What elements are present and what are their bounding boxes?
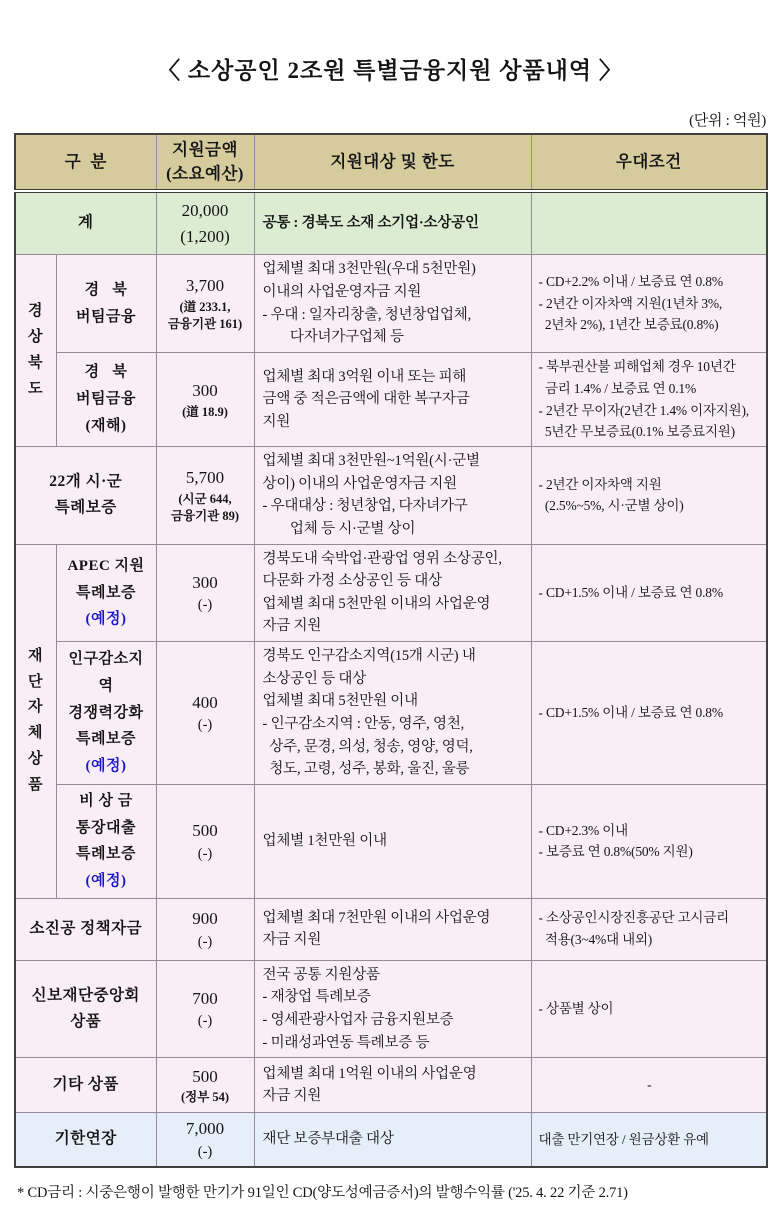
cell-text-line: 700 (192, 988, 218, 1008)
group-label-cell (15, 544, 56, 898)
cell-text-line: 재단 보증부대출 대상 (262, 1131, 394, 1148)
cell-text-line: (소요예산) (166, 163, 244, 183)
cell-text-line: 업체별 1천만원 이내 (262, 833, 387, 850)
cell-text-line: 300 (192, 572, 218, 592)
cell-text-line: 자금 지원 (262, 932, 322, 949)
benefit-condition-cell (531, 255, 767, 352)
cell-text-line: 금액 중 적은금액에 대한 복구자금 (262, 391, 470, 408)
cell-text-line: - (647, 1077, 652, 1093)
cell-text-line: - 인구감소지역 : 안동, 영주, 영천, (262, 716, 465, 733)
cell-text-line: 2년차 2%), 1년간 보증료(0.8%) (538, 317, 719, 333)
cell-text-line: 특례보증 (76, 731, 136, 748)
cell-text-line: (道 18.9) (182, 404, 228, 419)
table-row (15, 960, 767, 1057)
benefit-condition-cell (531, 544, 767, 641)
cell-text-line: (예정) (85, 611, 127, 628)
amount-cell (156, 255, 254, 352)
benefit-condition-cell (531, 1113, 767, 1167)
benefit-condition-cell (531, 898, 767, 960)
cell-text-line: (-) (197, 933, 213, 950)
cell-text-line: 특례보증 (54, 499, 117, 517)
cell-text-line: 인구감소지역 (68, 651, 144, 695)
cell-text-line: - 소상공인시장진흥공단 고시금리 (538, 910, 729, 926)
cell-text-line: 500 (192, 1066, 218, 1086)
cell-text-line: - 영세관광사업자 금융지원보증 (262, 1012, 454, 1029)
cell-text-line: 대출 만기연장 / 원금상환 유예 (538, 1131, 709, 1147)
cell-text-line: - 2년간 이자차액 지원 (538, 476, 662, 492)
cell-text-line: 특례보증 (76, 846, 136, 863)
cell-text-line: (1,200) (180, 226, 230, 246)
header-row (15, 134, 767, 191)
cell-text-line: 경북도 인구감소지역(15개 시군) 내 (262, 648, 476, 665)
amount-cell (156, 785, 254, 899)
cell-text-line: 업체별 최대 5천만원 이내 (262, 693, 418, 710)
cell-text-line: 금리 1.4% / 보증료 연 0.1% (538, 380, 696, 396)
column-header (156, 134, 254, 191)
cell-text-line: 신보재단중앙회 상품 (31, 986, 145, 1031)
product-name-cell (56, 544, 156, 641)
cell-text-line: - 미래성과연동 특례보증 등 (262, 1034, 430, 1051)
amount-cell (156, 544, 254, 641)
cell-text-line: 업체별 최대 3천만원(우대 5천만원) (262, 261, 476, 278)
cell-text-line: 경북도내 숙박업·관광업 영위 소상공인, (262, 550, 502, 567)
cell-text-line: (재해) (85, 417, 127, 434)
cell-text-line: 업체 등 시·군별 상이 (262, 521, 416, 538)
benefit-condition-cell (531, 1058, 767, 1113)
target-limit-cell (254, 898, 531, 960)
column-header (15, 134, 156, 191)
cell-text-line: 상이) 이내의 사업운영자금 지원 (262, 475, 457, 492)
category-cell (15, 960, 156, 1057)
target-limit-cell (254, 785, 531, 899)
column-header (254, 134, 531, 191)
cell-text-line: 900 (192, 909, 218, 929)
amount-cell (156, 447, 254, 544)
benefit-condition-cell (531, 352, 767, 446)
cell-text-line: 500 (192, 821, 218, 841)
table-row (15, 447, 767, 544)
table-row (15, 642, 767, 785)
cell-text-line: 경 북 (84, 364, 128, 381)
table-row (15, 1058, 767, 1113)
cell-text-line: 지원대상 및 한도 (330, 151, 455, 171)
cell-text-line: 지원 (262, 413, 291, 430)
cell-text-line: 기타 상품 (52, 1076, 119, 1094)
cell-text-line: 적용(3~4%대 내외) (538, 932, 653, 948)
cell-text-line: 7,000 (185, 1119, 225, 1139)
product-name-cell (56, 352, 156, 446)
cell-text-line: - 우대 : 일자리창출, 청년창업업체, (262, 306, 472, 323)
cell-text-line: (-) (197, 717, 213, 734)
amount-cell (156, 1058, 254, 1113)
category-cell (15, 447, 156, 544)
benefit-condition-cell (531, 642, 767, 785)
cell-text-line: 품 (28, 776, 44, 793)
cell-text-line: - 북부권산불 피해업체 경우 10년간 (538, 358, 736, 374)
cell-text-line: 다문화 가정 소상공인 등 대상 (262, 573, 442, 590)
cell-text-line: 상주, 문경, 의성, 청송, 영양, 영덕, (262, 738, 473, 755)
target-limit-cell (254, 642, 531, 785)
cell-text-line: 도 (28, 380, 44, 397)
cell-text-line: 재 (28, 647, 44, 664)
table-body (15, 191, 767, 1167)
cell-text-line: 버팀금융 (76, 391, 136, 408)
cell-text-line: 버팀금융 (76, 308, 136, 325)
cell-text-line: - 2년간 무이자(2년간 1.4% 이자지원), (538, 402, 749, 418)
category-cell (15, 1058, 156, 1113)
cell-text-line: 우대조건 (615, 151, 682, 171)
target-limit-cell (254, 352, 531, 446)
target-limit-cell (254, 447, 531, 544)
cell-text-line: 특례보증 (76, 584, 136, 601)
cell-text-line: 상 (28, 751, 44, 768)
cell-text-line: 5,700 (185, 468, 225, 488)
cell-text-line: (-) (197, 1013, 213, 1030)
cell-text-line: 자금 지원 (262, 1088, 322, 1105)
target-limit-cell (531, 191, 767, 255)
cell-text-line: - CD+1.5% 이내 / 보증료 연 0.8% (538, 584, 723, 600)
unit-label: (단위 : 억원) (689, 113, 766, 129)
table-header (15, 134, 767, 191)
cell-text-line: - 2년간 이자차액 지원(1년차 3%, (538, 295, 723, 311)
table-row (15, 544, 767, 641)
cell-text-line: 상 (28, 328, 44, 345)
support-products-table (14, 133, 768, 1168)
target-limit-cell (254, 1058, 531, 1113)
cd-rate-footnote: * CD금리 : 시중은행이 발행한 만기가 91일인 CD(양도성예금증서)의 발행수익률 ('25. 4. 22 기준 2.71) (17, 1184, 628, 1201)
product-name-cell (56, 642, 156, 785)
cell-text-line: 전국 공통 지원상품 (262, 966, 380, 983)
table-row (15, 1113, 767, 1167)
cell-text-line: 소상공인 등 대상 (262, 670, 367, 687)
cell-text-line: (-) (197, 845, 213, 862)
amount-cell (156, 352, 254, 446)
cell-text-line: 다자녀가구업체 등 (262, 329, 404, 346)
cell-text-line: 400 (192, 692, 218, 712)
cell-text-line: 경 북 (84, 281, 128, 298)
cell-text-line: 지원금액 (172, 140, 238, 159)
cell-text-line: - 상품별 상이 (538, 1001, 614, 1017)
cell-text-line: 기한연장 (54, 1130, 117, 1148)
cell-text-line: 업체별 최대 3억원 이내 또는 피해 (262, 368, 467, 385)
amount-cell (156, 960, 254, 1057)
page-title: 〈 소상공인 2조원 특별금융지원 상품내역 〉 (157, 58, 623, 83)
cell-text-line: (道 233.1, (179, 299, 231, 314)
category-cell (15, 1113, 156, 1167)
benefit-condition-cell (531, 785, 767, 899)
cell-text-line: 소진공 정책자금 (29, 920, 143, 938)
benefit-condition-cell (531, 960, 767, 1057)
category-cell (15, 898, 156, 960)
cell-text-line: 비 상 금 (79, 793, 133, 810)
cell-text-line: 경 (28, 303, 44, 320)
amount-cell (156, 191, 254, 255)
cell-text-line: (2.5%~5%, 시·군별 상이) (538, 498, 684, 514)
cell-text-line: APEC 지원 (67, 557, 145, 574)
target-limit-cell (254, 544, 531, 641)
cell-text-line: 300 (192, 381, 218, 400)
cell-text-line: 공통 : 경북도 소재 소기업·소상공인 (262, 215, 479, 232)
cell-text-line: 자 (28, 699, 44, 716)
cell-text-line: (예정) (85, 758, 127, 775)
target-limit-cell (254, 191, 531, 255)
cell-text-line: - CD+2.2% 이내 / 보증료 연 0.8% (538, 273, 723, 289)
cell-text-line: 계 (78, 214, 94, 232)
cell-text-line: 구 분 (64, 151, 107, 171)
cell-text-line: 북 (28, 354, 44, 371)
cell-text-line: 22개 시·군 (49, 473, 123, 491)
cell-text-line: 자금 지원 (262, 618, 322, 635)
product-name-cell (56, 255, 156, 352)
cell-text-line: 청도, 고령, 성주, 봉화, 울진, 울릉 (262, 761, 470, 778)
product-name-cell (56, 785, 156, 899)
cell-text-line: 20,000 (181, 201, 229, 221)
cell-text-line: 3,700 (185, 276, 225, 296)
table-row (15, 785, 767, 899)
cell-text-line: (정부 54) (180, 1090, 230, 1105)
column-header (531, 134, 767, 191)
cell-text-line: (시군 644, (178, 491, 232, 506)
cell-text-line: 업체별 최대 7천만원 이내의 사업운영 (262, 909, 491, 926)
cell-text-line: - CD+2.3% 이내 (538, 822, 628, 838)
target-limit-cell (254, 255, 531, 352)
cell-text-line: 금융기관 89) (170, 509, 240, 524)
cell-text-line: 업체별 최대 3천만원~1억원(시·군별 (262, 453, 480, 470)
cell-text-line: (-) (197, 597, 213, 614)
table-row (15, 898, 767, 960)
amount-cell (156, 642, 254, 785)
cell-text-line: 체 (28, 725, 44, 742)
cell-text-line: 단 (28, 673, 44, 690)
benefit-condition-cell (531, 447, 767, 544)
cell-text-line: - 재창업 특례보증 (262, 989, 371, 1006)
cell-text-line: 경쟁력강화 (68, 704, 144, 721)
cell-text-line: 업체별 최대 1억원 이내의 사업운영 (262, 1065, 477, 1082)
cell-text-line: (예정) (85, 873, 127, 890)
cell-text-line: - 우대대상 : 청년창업, 다자녀가구 (262, 498, 468, 515)
category-cell (15, 191, 156, 255)
table-row (15, 255, 767, 352)
target-limit-cell (254, 960, 531, 1057)
cell-text-line: 금융기관 161) (167, 317, 243, 332)
cell-text-line: 업체별 최대 5천만원 이내의 사업운영 (262, 595, 491, 612)
cell-text-line: (-) (197, 1143, 213, 1160)
cell-text-line: 이내의 사업운영자금 지원 (262, 283, 422, 300)
group-label-cell (15, 255, 56, 447)
table-row (15, 191, 767, 255)
cell-text-line: 5년간 무보증료(0.1% 보증료지원) (538, 424, 735, 440)
cell-text-line: - 보증료 연 0.8%(50% 지원) (538, 844, 693, 860)
cell-text-line: - CD+1.5% 이내 / 보증료 연 0.8% (538, 705, 723, 721)
table-row (15, 352, 767, 446)
target-limit-cell (254, 1113, 531, 1167)
amount-cell (156, 1113, 254, 1167)
cell-text-line: 통장대출 (76, 819, 136, 836)
amount-cell (156, 898, 254, 960)
